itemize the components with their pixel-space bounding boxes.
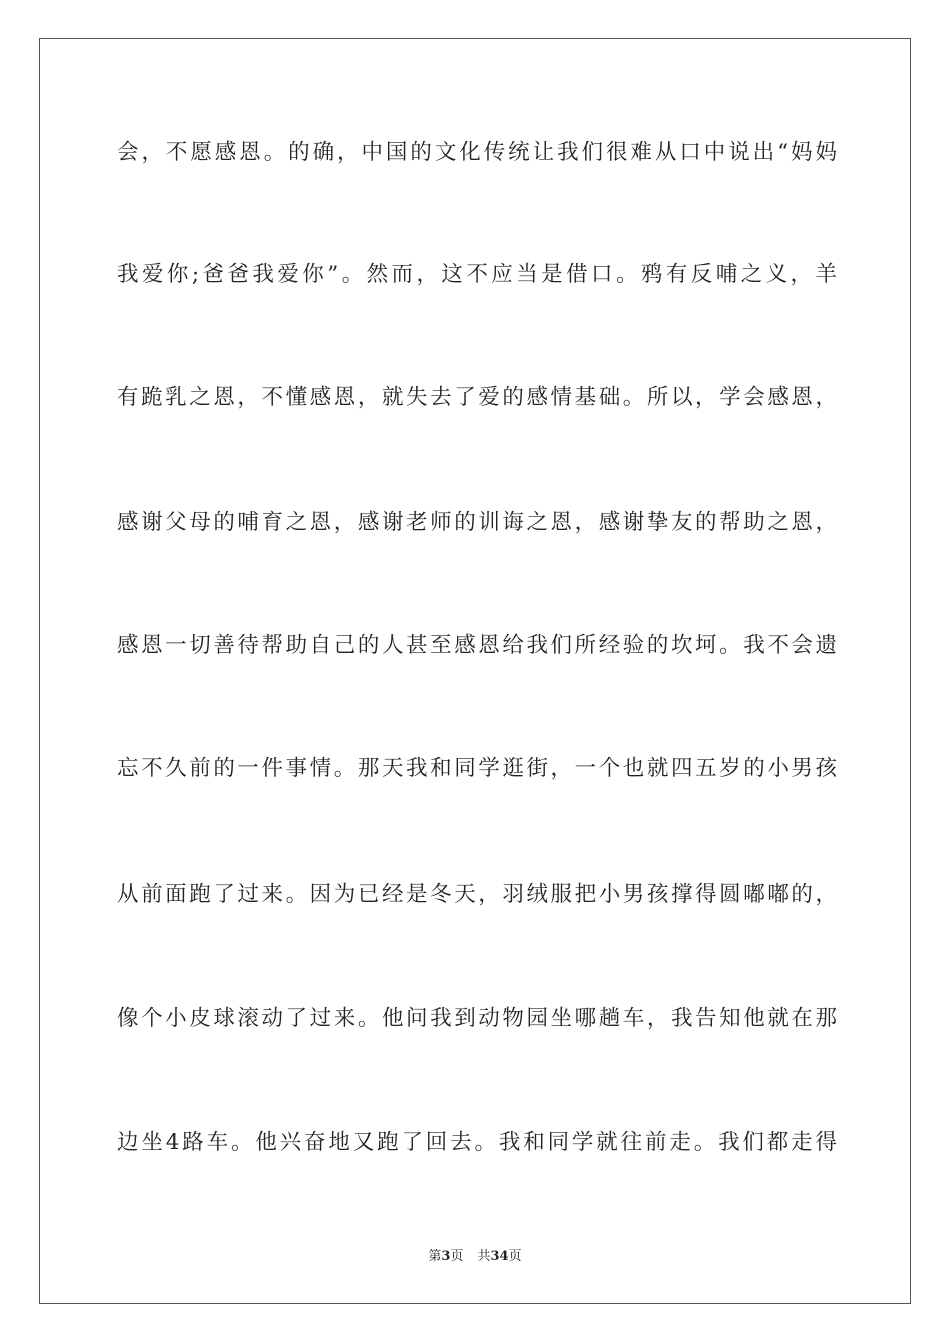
page-border — [39, 38, 911, 1304]
text-line: 感恩一切善待帮助自己的人甚至感恩给我们所经验的坎坷。我不会遗 — [117, 633, 837, 658]
current-page-number: 3 — [441, 1249, 451, 1264]
text-line: 从前面跑了过来。因为已经是冬天，羽绒服把小男孩撑得圆嘟嘟的， — [117, 882, 837, 907]
text-line: 像个小皮球滚动了过来。他问我到动物园坐哪趟车，我告知他就在那 — [117, 1006, 837, 1031]
total-prefix: 共 — [477, 1249, 491, 1264]
page-footer — [0, 1248, 950, 1266]
total-page-count: 34 — [490, 1249, 509, 1264]
text-line: 有跪乳之恩，不懂感恩，就失去了爱的感情基础。所以，学会感恩， — [117, 385, 837, 410]
text-line: 忘不久前的一件事情。那天我和同学逛街，一个也就四五岁的小男孩 — [117, 756, 837, 781]
total-suffix: 页 — [508, 1249, 522, 1264]
page-suffix: 页 — [450, 1249, 464, 1264]
text-line: 我爱你;爸爸我爱你”。然而，这不应当是借口。鸦有反哺之义，羊 — [117, 262, 837, 287]
page-prefix: 第 — [428, 1249, 442, 1264]
text-line: 边坐4路车。他兴奋地又跑了回去。我和同学就往前走。我们都走得 — [117, 1130, 837, 1155]
text-line: 会，不愿感恩。的确，中国的文化传统让我们很难从口中说出“妈妈 — [117, 140, 837, 165]
text-line: 感谢父母的哺育之恩，感谢老师的训诲之恩，感谢挚友的帮助之恩， — [117, 510, 837, 535]
